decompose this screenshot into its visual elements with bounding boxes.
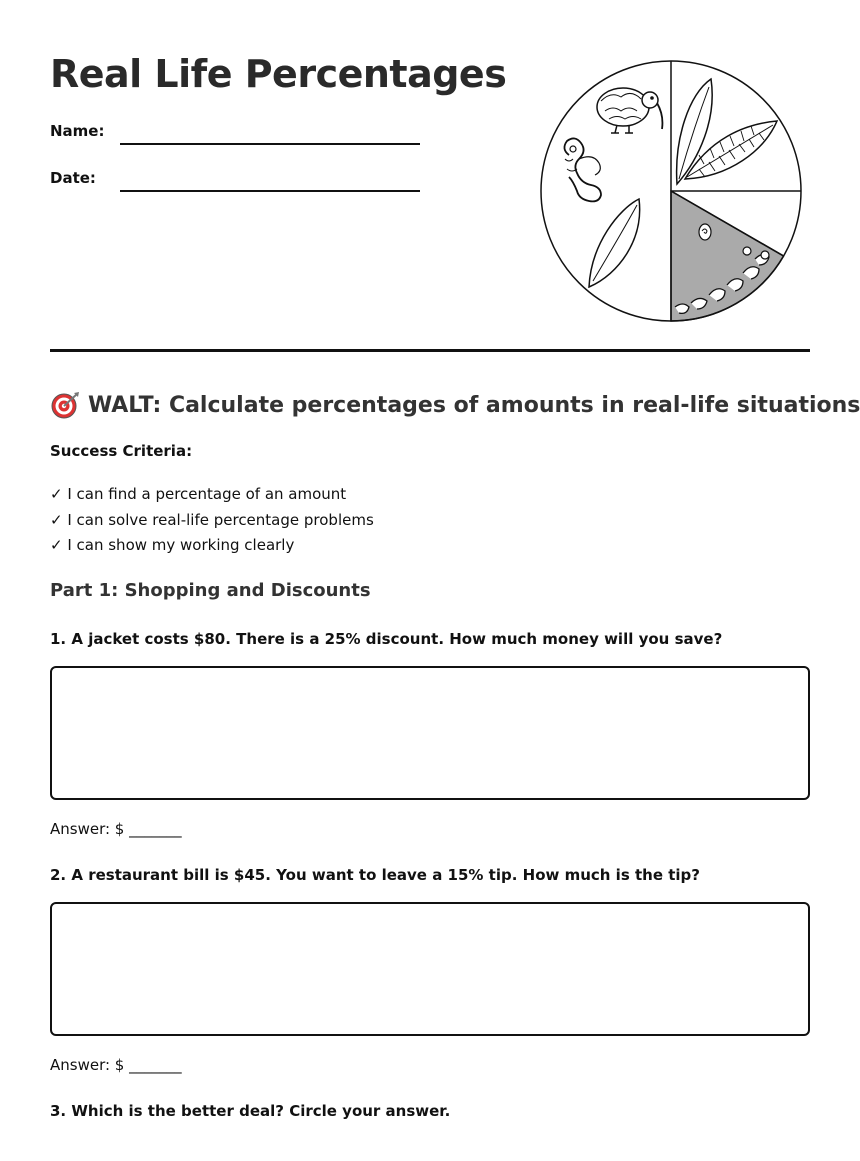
seahorse-icon bbox=[564, 138, 601, 201]
question-2: 2. A restaurant bill is $45. You want to leave a 15% tip. How much is the tip? bbox=[50, 866, 700, 884]
date-field[interactable] bbox=[120, 190, 420, 192]
question-1: 1. A jacket costs $80. There is a 25% discount. How much money will you save? bbox=[50, 630, 723, 648]
target-icon bbox=[50, 390, 80, 420]
name-field[interactable] bbox=[120, 143, 420, 145]
answer-line-2[interactable]: Answer: $ _______ bbox=[50, 1056, 182, 1074]
page-title: Real Life Percentages bbox=[50, 52, 507, 96]
walt-heading bbox=[50, 390, 860, 420]
date-label: Date: bbox=[50, 169, 96, 187]
answer-line-1[interactable]: Answer: $ _______ bbox=[50, 820, 182, 838]
name-label: Name: bbox=[50, 122, 105, 140]
walt-text: WALT: Calculate percentages of amounts in real-life situations bbox=[88, 392, 860, 418]
header-divider bbox=[50, 349, 810, 352]
success-criteria-title: Success Criteria: bbox=[50, 442, 193, 460]
list-item: ✓ I can show my working clearly bbox=[50, 536, 295, 554]
list-item: ✓ I can find a percentage of an amount bbox=[50, 485, 347, 503]
leaf-icon bbox=[589, 199, 640, 287]
question-3: 3. Which is the better deal? Circle your answer. bbox=[50, 1102, 451, 1120]
part1-title: Part 1: Shopping and Discounts bbox=[50, 580, 371, 601]
working-box-1[interactable] bbox=[50, 666, 810, 800]
worksheet-page bbox=[50, 0, 860, 1161]
success-criteria-list bbox=[50, 482, 374, 559]
working-box-2[interactable] bbox=[50, 902, 810, 1036]
list-item: ✓ I can solve real-life percentage problems bbox=[50, 510, 374, 529]
kiwi-bird-icon bbox=[597, 88, 662, 133]
pie-chart-maori-motifs-icon bbox=[539, 59, 803, 323]
